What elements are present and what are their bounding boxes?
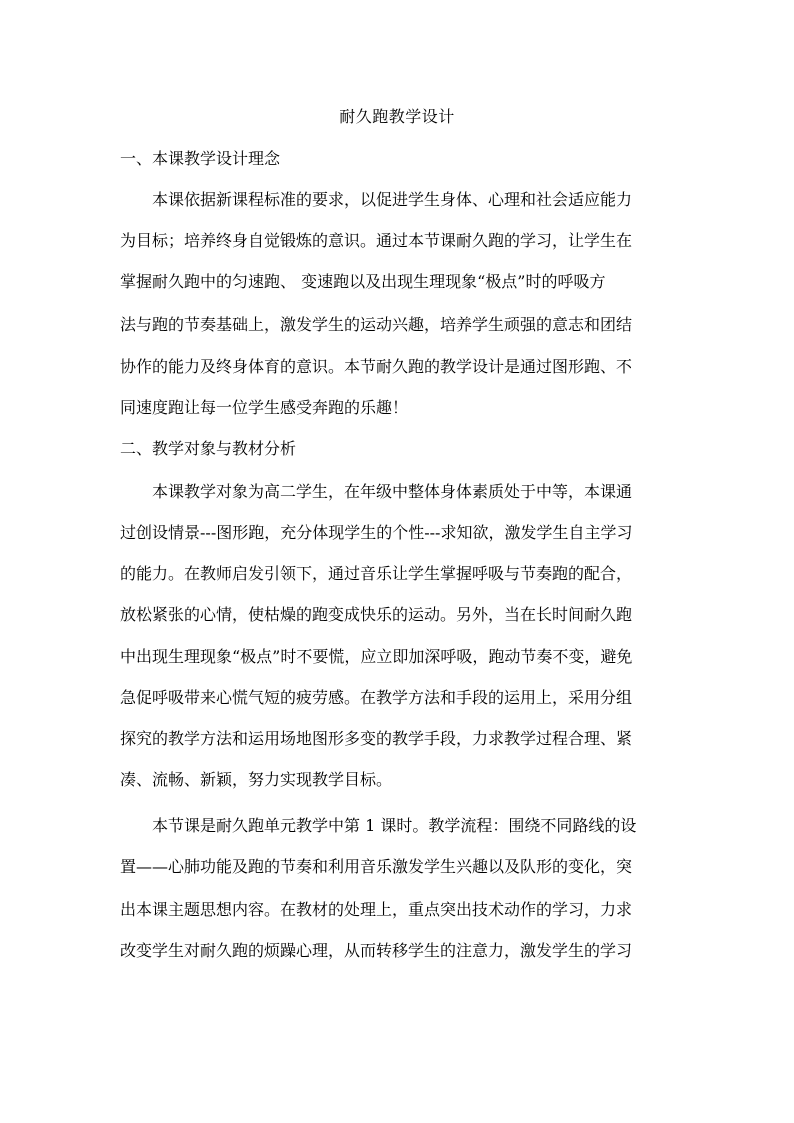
paragraph-line: 探究的教学方法和运用场地图形多变的教学手段，力求教学过程合理、紧 (120, 729, 633, 748)
paragraph-line: 本课依据新课程标准的要求，以促进学生身体、心理和社会适应能力 (152, 190, 633, 209)
paragraph-line: 过创设情景---图形跑，充分体现学生的个性---求知欲，激发学生自主学习 (120, 523, 633, 542)
paragraph-line: 改变学生对耐久跑的烦躁心理，从而转移学生的注意力，激发学生的学习 (120, 941, 633, 960)
paragraph-line: 凑、流畅、新颖，努力实现教学目标。 (120, 770, 393, 789)
section-heading-analysis: 二、教学对象与教材分析 (120, 439, 297, 458)
paragraph-line: 置——心肺功能及跑的节奏和利用音乐激发学生兴趣以及队形的变化，突 (120, 857, 633, 876)
paragraph-line: 为目标；培养终身自觉锻炼的意识。通过本节课耐久跑的学习，让学生在 (120, 231, 633, 250)
paragraph-line: 出本课主题思想内容。在教材的处理上，重点突出技术动作的学习，力求 (120, 900, 633, 919)
paragraph-line: 的能力。在教师启发引领下，通过音乐让学生掌握呼吸与节奏跑的配合， (120, 564, 633, 583)
paragraph-line: 本课教学对象为高二学生，在年级中整体身体素质处于中等，本课通 (152, 482, 633, 501)
paragraph-line: 协作的能力及终身体育的意识。本节耐久跑的教学设计是通过图形跑、不 (120, 357, 633, 376)
document-title: 耐久跑教学设计 (339, 107, 455, 126)
paragraph-line: 放松紧张的心情，使枯燥的跑变成快乐的运动。另外，当在长时间耐久跑 (120, 605, 633, 624)
paragraph-line: 同速度跑让每一位学生感受奔跑的乐趣！ (120, 398, 409, 417)
paragraph-line: 掌握耐久跑中的匀速跑、 变速跑以及出现生理现象“极点”时的呼吸方 (120, 272, 606, 291)
section-heading-philosophy: 一、本课教学设计理念 (120, 149, 281, 168)
paragraph-line: 本节课是耐久跑单元教学中第 1 课时。教学流程：围绕不同路线的设 (152, 816, 637, 835)
paragraph-line: 急促呼吸带来心慌气短的疲劳感。在教学方法和手段的运用上，采用分组 (120, 688, 633, 707)
paragraph-line: 中出现生理现象“极点”时不要慌，应立即加深呼吸，跑动节奏不变，避免 (120, 647, 633, 666)
paragraph-line: 法与跑的节奏基础上，激发学生的运动兴趣，培养学生顽强的意志和团结 (120, 315, 633, 334)
